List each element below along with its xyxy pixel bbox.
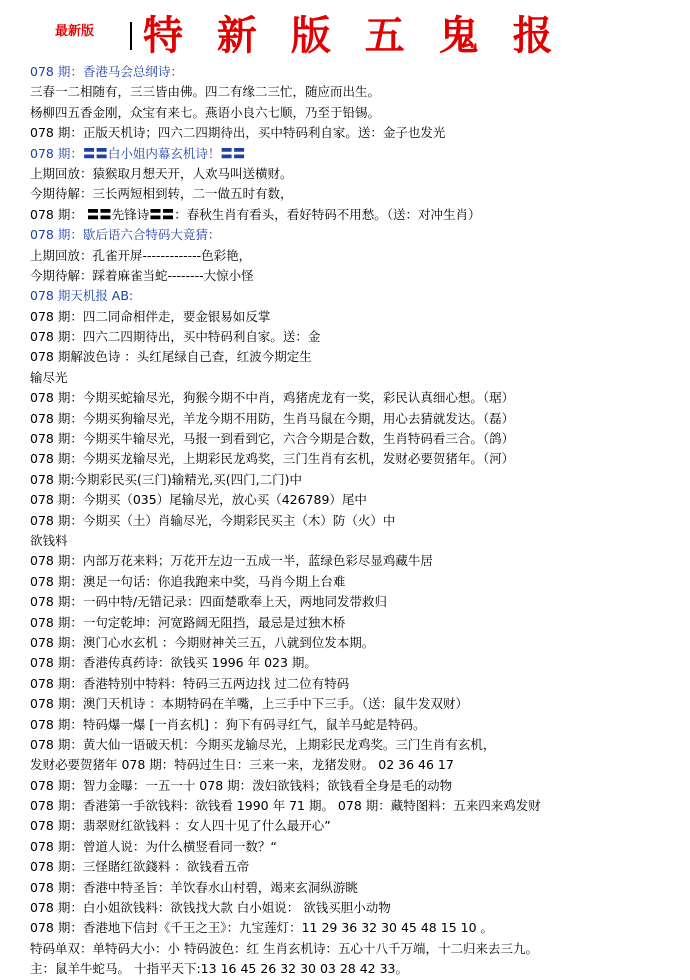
text-line: 078 期：白小姐欲钱料：欲钱找大款 白小姐说： 欲钱买胆小动物 xyxy=(30,900,391,916)
text-line: 078 期：香港中特圣旨：羊饮春水山村碧，竭来玄洞纵游眺 xyxy=(30,879,358,895)
text-line: 078 期：正版天机诗；四六二四期待出，买中特码利自家。送：金子也发光 xyxy=(30,125,446,141)
text-line: 杨柳四五香金刚，众宝有来七。燕语小良六七顺，乃至于铅锡。 xyxy=(30,104,381,120)
text-line: 078 期：四六二四期待出，买中特码利自家。送：金 xyxy=(30,329,321,345)
text-line: 078 期：今期买牛输尽光，马报一到看到它，六合今期是合数，生肖特码看三合。（鸽） xyxy=(30,431,515,447)
text-line: 078 期：澳门天机诗 ：本期特码在羊嘴，上三手中下三手。（送：鼠牛发双财） xyxy=(30,696,469,712)
text-line: 078 期：香港马会总纲诗： xyxy=(30,64,183,79)
text-line: 078 期： 〓〓先锋诗〓〓：春秋生肖有看头，看好特码不用愁。（送：对冲生肖） xyxy=(30,206,481,222)
text-line: 上期回放：孔雀开屏-------------色彩艳， xyxy=(30,247,252,263)
text-line: 078 期：翡翠财红欲钱料 ：女人四十见了什么最开心” xyxy=(30,818,331,834)
text-line: 078 期：澳足一句话：你追我跑来中奖，马肖今期上台难 xyxy=(30,573,346,589)
text-line: 078 期：歇后语六合特码大竟猜： xyxy=(30,227,221,243)
text-line: 输尽光 xyxy=(30,369,68,385)
text-line: 发财必要贺猪年 078 期：特码过生日：三来一来，龙猪发财。 02 36 46 17 xyxy=(30,757,454,773)
text-line: 078 期：一句定乾坤：河宽路阔无阻挡，最忌是过独木桥 xyxy=(30,614,346,630)
text-line: 078 期：内部万花来料；万花开左边一五成一半，蓝绿色彩尽显鸡藏牛居 xyxy=(30,553,433,569)
text-line: 078 期解波色诗 ：头红尾绿自己查，红波今期定生 xyxy=(30,349,312,365)
text-line: 078 期：今期买（035）尾输尽光，放心买（426789）尾中 xyxy=(30,492,367,508)
text-line: 078 期：今期买（土）肖输尽光，今期彩民买主（木）防（火）中 xyxy=(30,512,396,528)
text-line: 078 期：香港第一手欲钱料：欲钱看 1990 年 71 期。 078 期：藏特图料：五来四来鸡发财 xyxy=(30,798,541,814)
text-line: 078 期：香港特别中特料：特码三五两边找 过二位有特码 xyxy=(30,675,350,691)
text-line: 078 期：香港传真药诗：欲钱买 1996 年 023 期。 xyxy=(30,655,317,671)
text-line: 欲钱料 xyxy=(30,532,68,548)
text-line: 078 期：今期买龙输尽光，上期彩民龙鸡奖，三门生肖有玄机，发财必要贺猪年。（河） xyxy=(30,451,515,467)
text-line: 078 期：特码爆一爆 [一肖玄机] ：狗下有码寻红气，鼠羊马蛇是特码。 xyxy=(30,716,426,732)
text-line: 078 期：澳门心水玄机 ：今期财神关三五，八就到位发本期。 xyxy=(30,634,375,650)
text-line: 上期回放：猿猴取月想天开，人欢马叫送横财。 xyxy=(30,165,293,181)
edition-label: 最新版 xyxy=(55,24,95,39)
text-line: 今期待解：三长两短相到转，二一做五时有数， xyxy=(30,186,293,202)
text-line: 078 期：三怪賭红欲錢料 ：欲钱看五帝 xyxy=(30,859,250,875)
text-line: 078 期：一码中特/无错记录：四面楚歌奉上天，两地同发带救归 xyxy=(30,594,388,610)
text-line: 特码单双：单特码大小：小 特码波色：红 生肖玄机诗：五心十八千万端，十二归来去三九。 xyxy=(30,940,538,956)
page-title: 特 新 版 五 鬼 报 xyxy=(143,12,563,59)
text-line: 三春一二相随有，三三皆由佛。四二有缘二三忙，随应而出生。 xyxy=(30,84,381,100)
text-line: 主：鼠羊牛蛇马。 十指平天下:13 16 45 26 32 30 03 28 42 33。 xyxy=(30,961,409,977)
text-line: 078 期天机报 AB: xyxy=(30,288,134,304)
text-line: 078 期：智力金曝：一五一十 078 期：泼妇欲钱料；欲钱看全身是毛的动物 xyxy=(30,777,453,793)
text-line: 078 期：曾道人说：为什么横竖看同一数？“ xyxy=(30,838,277,854)
text-line: 078 期：今期买狗输尽光，羊龙今期不用防，生肖马鼠在今期，用心去猜就发达。（磊） xyxy=(30,410,515,426)
header-divider xyxy=(130,22,132,50)
text-line: 078 期:今期彩民买(三门)输精光,买(四门,二门)中 xyxy=(30,471,302,487)
text-line: 078 期：今期买蛇输尽光，狗猴今期不中肖，鸡猪虎龙有一奖，彩民认真细心想。（琚） xyxy=(30,390,515,406)
report-body xyxy=(30,62,685,980)
text-line: 今期待解：踩着麻雀当蛇--------大惊小怪 xyxy=(30,267,254,283)
text-line: 078 期：黄大仙一语破天机：今期买龙输尽光，上期彩民龙鸡奖。三门生肖有玄机， xyxy=(30,736,496,752)
text-line: 078 期：香港地下信封《千王之王》：九宝莲灯：11 29 36 32 30 45 48 15 10 。 xyxy=(30,920,493,936)
text-line: 078 期：四二同命相伴走，要金银易如反掌 xyxy=(30,308,271,324)
text-line: 078 期：〓〓白小姐内幕玄机诗！〓〓 xyxy=(30,145,246,161)
header xyxy=(0,0,690,62)
